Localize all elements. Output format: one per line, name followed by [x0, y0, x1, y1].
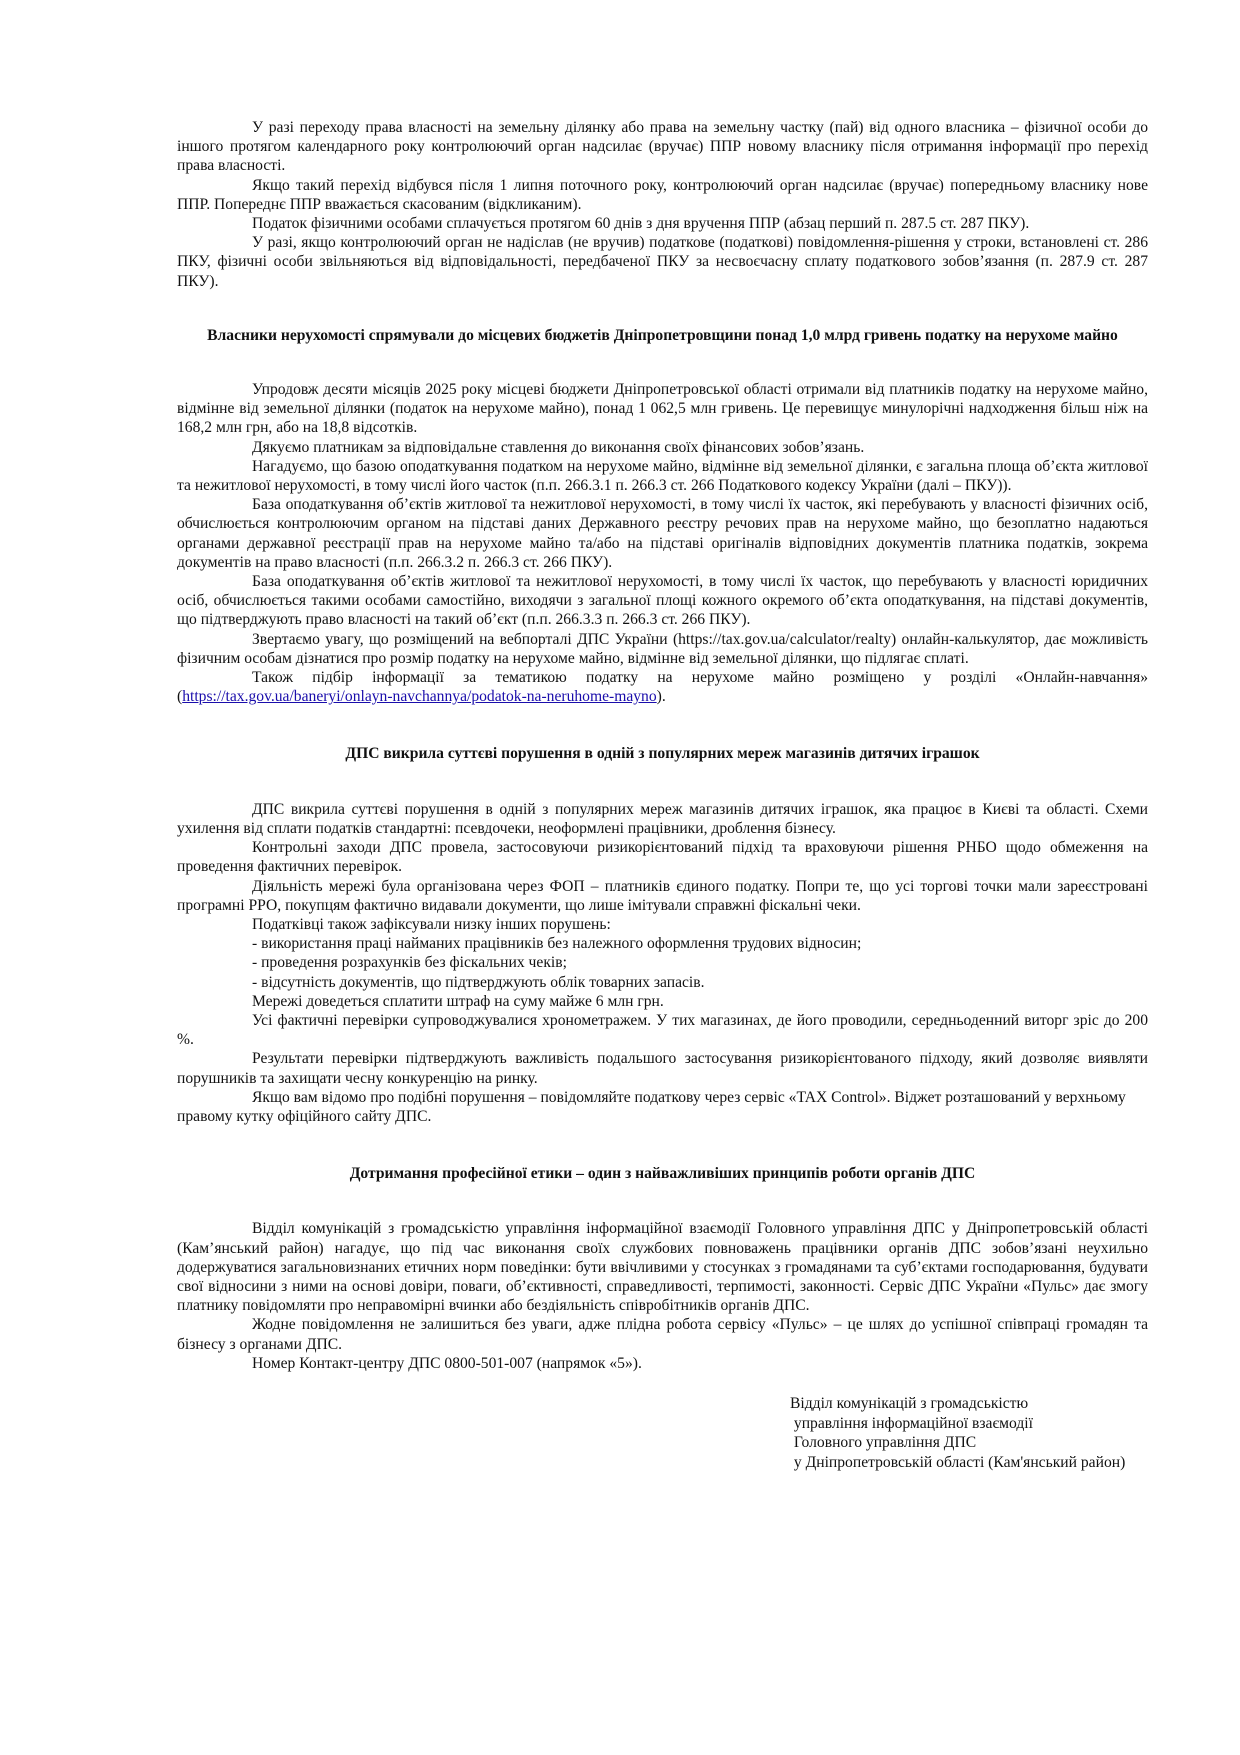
paragraph: Діяльність мережі була організована через ФОП – платників єдиного податку. Попри те, що усі торгові точки мали зареєстровані програмні РРО, покупцям фактично видавали документи, що лише імітували справжні фіскальні чеки. — [177, 877, 1148, 914]
paragraph: У разі, якщо контролюючий орган не надіслав (не вручив) податкове (податкові) повідомлення-рішення у строки, встановлені ст. 286 ПКУ, фізичні особи звільняються від відповідальності, передбаченої ПКУ за несвоєчасну сплату податкового зобов’язання (п. 287.9 ст. 287 ПКУ). — [177, 234, 1148, 290]
paragraph: Якщо вам відомо про подібні порушення – повідомляйте податкову через сервіс «TAX Control». Віджет розташований у верхньому правому кутку офіційного сайту ДПС. — [177, 1088, 1126, 1125]
paragraph-text: Також підбір інформації за тематикою податку на нерухоме майно розміщено у розділі «Онлайн-навчання» ( — [177, 669, 1148, 706]
paragraph: Номер Контакт-центру ДПС 0800-501-007 (напрямок «5»). — [252, 1354, 642, 1372]
paragraph: ДПС викрила суттєві порушення в одній з популярних мереж магазинів дитячих іграшок, яка працює в Києві та області. Схеми ухилення від сплати податків стандартні: псевдочеки, неоформлені працівники, дроблення бізнесу. — [177, 800, 1148, 837]
paragraph: Звертаємо увагу, що розміщений на вебпорталі ДПС України (https://tax.gov.ua/calculator/realty) онлайн-калькулятор, дає можливість фізичним особам дізнатися про розмір податку на нерухоме майно, відмінне від земельної ділянки, що підлягає сплаті. — [177, 630, 1148, 667]
paragraph: Дякуємо платникам за відповідальне ставлення до виконання своїх фінансових зобов’язань. — [252, 438, 865, 456]
section-land-tax — [177, 118, 1148, 291]
paragraph: У разі переходу права власності на земельну ділянку або права на земельну частку (пай) від одного власника – фізичної особи до іншого протягом календарного року контролюючий орган надсилає (вручає) ППР новому власнику після отримання інформації про перехід права власності. — [177, 119, 1148, 175]
article-title: Дотримання професійної етики – один з найважливіших принципів роботи органів ДПС — [349, 1165, 976, 1183]
violation-list-item: - відсутність документів, що підтверджують облік товарних запасів. — [252, 973, 705, 991]
signature-block — [790, 1394, 1125, 1472]
online-learning-link[interactable]: https://tax.gov.ua/baneryi/onlayn-navchannya/podatok-na-neruhome-mayno — [182, 688, 657, 706]
signature-line: Відділ комунікацій з громадськістю — [790, 1395, 1029, 1412]
article-title: ДПС викрила суттєві порушення в одній з популярних мереж магазинів дитячих іграшок — [345, 745, 980, 763]
violation-list-item: - проведення розрахунків без фіскальних чеків; — [252, 954, 567, 972]
violation-list-item: - використання праці найманих працівників без належного оформлення трудових відносин; — [252, 935, 862, 953]
paragraph: База оподаткування об’єктів житлової та нежитлової нерухомості, в тому числі їх часток, які перебувають у власності фізичних осіб, обчислюється контролюючим органом на підставі даних Державного реєстру речових прав на нерухоме майно, що безоплатно надаються органами державної реєстрації прав на нерухоме майно та/або на підставі оригіналів відповідних документів платника податків, зокрема документів на право власності (п.п. 266.3.2 п. 266.3 ст. 266 ПКУ). — [177, 496, 1148, 571]
paragraph: База оподаткування об’єктів житлової та нежитлової нерухомості, в тому числі їх часток, що перебувають у власності юридичних осіб, обчислюється такими особами самостійно, виходячи з загальної площі кожного окремого об’єкта оподаткування, на підставі документів, що підтверджують право власності на такий об’єкт (п.п. 266.3.3 п. 266.3 ст. 266 ПКУ). — [177, 573, 1148, 629]
signature-line: Головного управління ДПС — [790, 1434, 977, 1451]
paragraph: Нагадуємо, що базою оподаткування податком на нерухоме майно, відмінне від земельної ділянки, є загальна площа об’єкта житлової та нежитлової нерухомості, в тому числі його часток (п.п. 266.3.1 п. 266.3 ст. 266 Податкового кодексу України (далі – ПКУ)). — [177, 457, 1148, 495]
paragraph: Упродовж десяти місяців 2025 року місцеві бюджети Дніпропетровської області отримали від платників податку на нерухоме майно, відмінне від земельної ділянки (податок на нерухоме майно), понад 1 062,5 млн гривень. Це перевищує минулорічні надходження більш ніж на 168,2 млн грн, або на 18,8 відсотків. — [177, 381, 1148, 437]
paragraph: Результати перевірки підтверджують важливість подальшого застосування ризикорієнтованого підходу, який дозволяє виявляти порушників та захищати чесну конкуренцію на ринку. — [177, 1050, 1148, 1087]
paragraph: Контрольні заходи ДПС провела, застосовуючи ризикорієнтований підхід та враховуючи рішення РНБО щодо обмеження на проведення фактичних перевірок. — [177, 839, 1148, 876]
paragraph: Податківці також зафіксували низку інших порушень: — [252, 915, 611, 933]
paragraph: Усі фактичні перевірки супроводжувалися хронометражем. У тих магазинах, де його проводили, середньоденний виторг зріс до 200 %. — [177, 1011, 1148, 1049]
paragraph: Якщо такий перехід відбувся після 1 липня поточного року, контролюючий орган надсилає (вручає) попередньому власнику нове ППР. Попереднє ППР вважається скасованим (відкликаним). — [177, 176, 1148, 213]
article-property-tax — [177, 326, 1148, 707]
signature-line: управління інформаційної взаємодії — [790, 1414, 1033, 1432]
paragraph-with-link — [177, 668, 1148, 706]
article-title: Власники нерухомості спрямували до місцевих бюджетів Дніпропетровщини понад 1,0 млрд гривень податку на нерухоме майно — [207, 326, 1118, 344]
document-page — [177, 118, 1148, 1373]
paragraph: Мережі доведеться сплатити штраф на суму майже 6 млн грн. — [252, 992, 664, 1010]
paragraph: Відділ комунікацій з громадськістю управління інформаційної взаємодії Головного управління ДПС у Дніпропетровській області (Кам’янський район) нагадує, що під час виконання своїх службових повноважень працівники органів ДПС зобов’язані неухильно додержуватися загальновизнаних етичних норм поведінки: бути ввічливими у стосунках з громадянами та суб’єктами господарювання, будувати свої відносини з ними на основі довіри, поваги, об’єктивності, справедливості, терпимості, законності. Сервіс ДПС України «Пульс» дає змогу платнику повідомляти про неправомірні вчинки або бездіяльність співробітників органів ДПС. — [177, 1220, 1148, 1315]
article-professional-ethics — [177, 1164, 1148, 1373]
paragraph-text: ). — [656, 688, 666, 706]
signature-line: у Дніпропетровській області (Кам'янський район) — [790, 1453, 1126, 1471]
paragraph: Жодне повідомлення не залишиться без уваги, адже плідна робота сервісу «Пульс» – це шлях до успішної співпраці громадян та бізнесу з органами ДПС. — [177, 1316, 1148, 1353]
article-toy-stores — [177, 744, 1148, 1126]
paragraph: Податок фізичними особами сплачується протягом 60 днів з дня вручення ППР (абзац перший п. 287.5 ст. 287 ПКУ). — [252, 215, 1030, 233]
